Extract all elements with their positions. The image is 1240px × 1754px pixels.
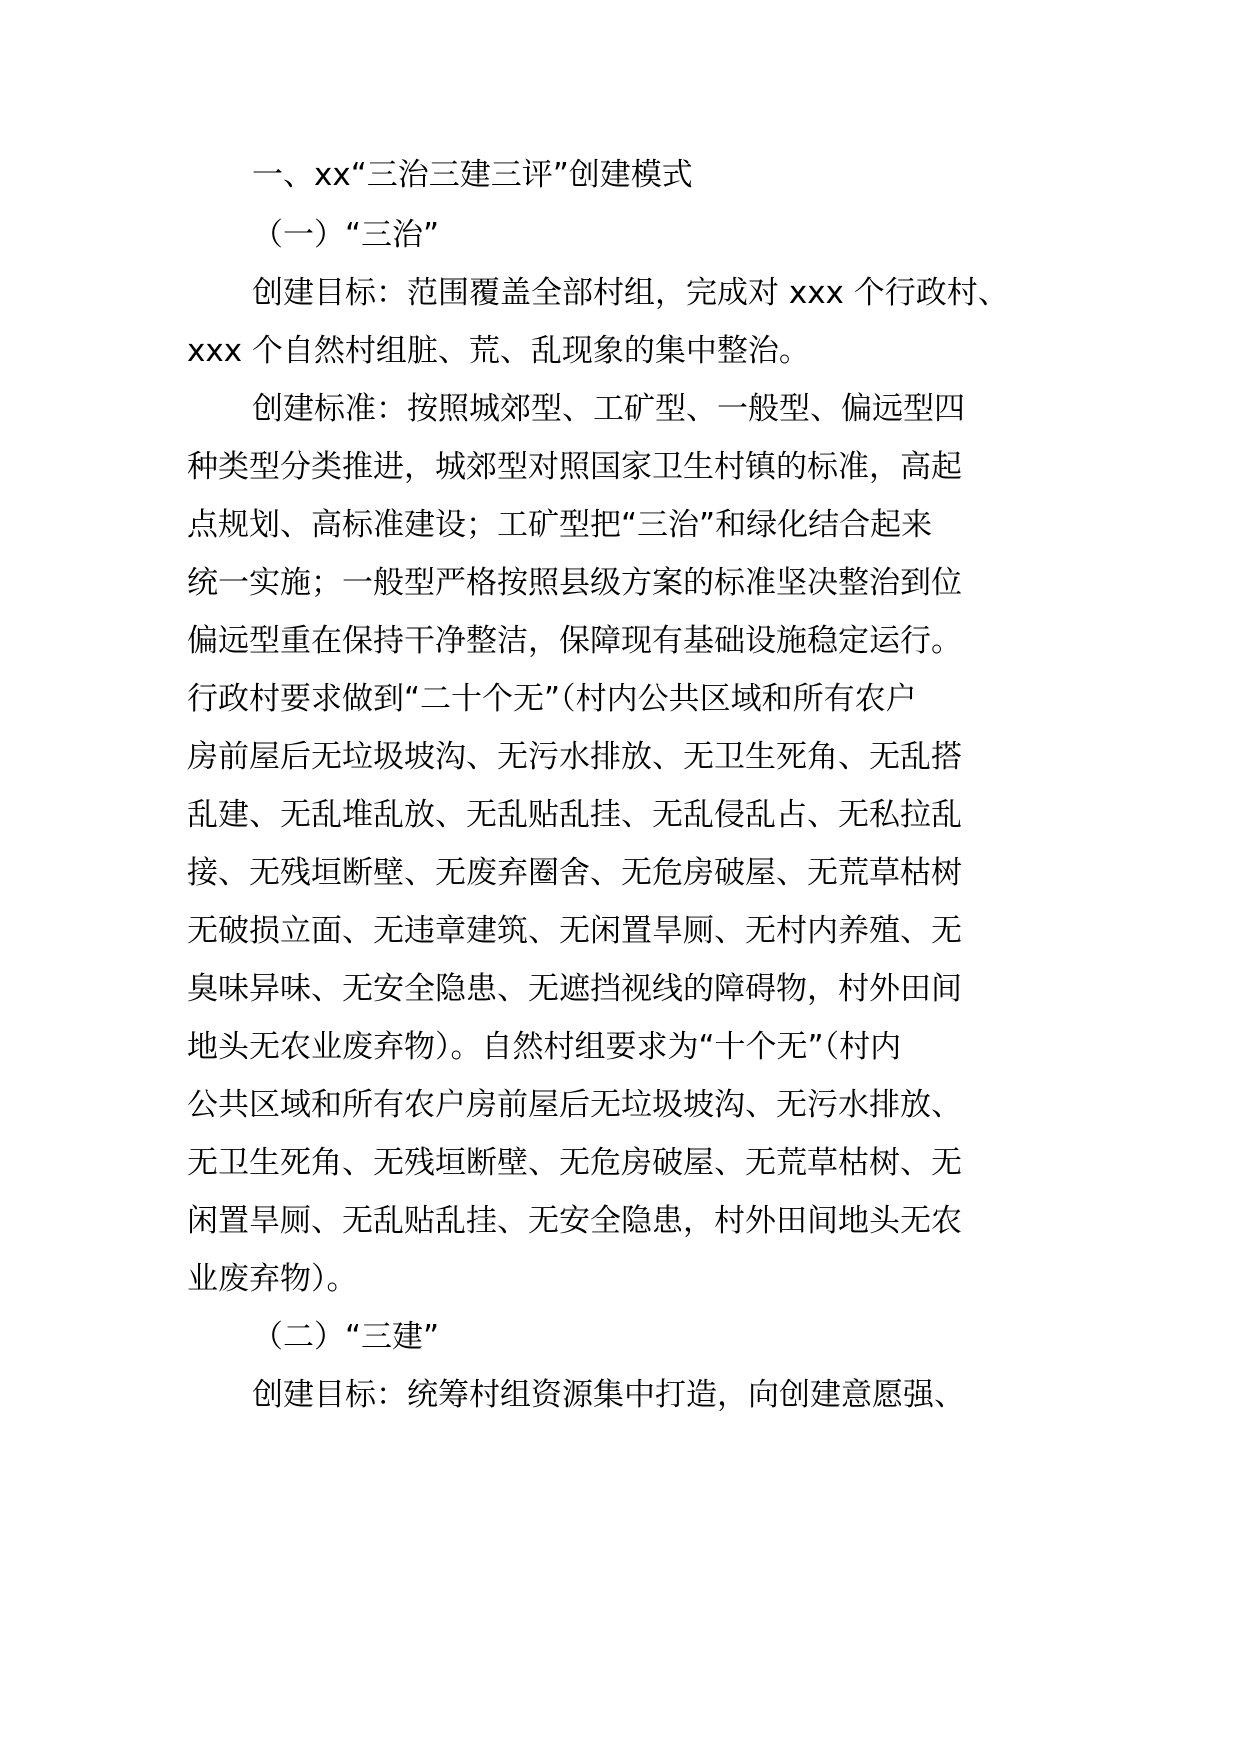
section-2-heading: （二）“三建”	[252, 1319, 440, 1355]
heading-1: 一、xx“三治三建三评”创建模式	[252, 157, 693, 193]
section-1-standard-line: 种类型分类推进，城郊型对照国家卫生村镇的标准，高起	[187, 449, 962, 485]
section-1-standard-line: 地头无农业废弃物）。自然村组要求为“十个无”（村内	[187, 1029, 902, 1065]
section-1-goal-line: 创建目标：范围覆盖全部村组，完成对 xxx 个行政村、	[252, 275, 1009, 311]
section-1-standard-line: 业废弃物）。	[187, 1261, 358, 1297]
section-1-standard-line: 行政村要求做到“二十个无”（村内公共区域和所有农户	[187, 681, 917, 717]
section-1-standard-line: 无卫生死角、无残垣断壁、无危房破屋、无荒草枯树、无	[187, 1145, 962, 1181]
section-1-standard-line: 无破损立面、无违章建筑、无闲置旱厕、无村内养殖、无	[187, 913, 962, 949]
section-2-goal-line: 创建目标：统筹村组资源集中打造，向创建意愿强、	[252, 1377, 965, 1413]
section-1-standard-line: 统一实施；一般型严格按照县级方案的标准坚决整治到位	[187, 565, 962, 601]
section-1-goal-line: xxx 个自然村组脏、荒、乱现象的集中整治。	[187, 333, 810, 369]
section-1-standard-line: 偏远型重在保持干净整洁，保障现有基础设施稳定运行。	[187, 623, 962, 659]
section-1-standard-line: 接、无残垣断壁、无废弃圈舍、无危房破屋、无荒草枯树	[187, 855, 962, 891]
section-1-standard-line: 点规划、高标准建设；工矿型把“三治”和绿化结合起来	[187, 507, 933, 543]
section-1-standard-line: 闲置旱厕、无乱贴乱挂、无安全隐患，村外田间地头无农	[187, 1203, 962, 1239]
section-1-standard-line: 臭味异味、无安全隐患、无遮挡视线的障碍物，村外田间	[187, 971, 962, 1007]
section-1-standard-line: 乱建、无乱堆乱放、无乱贴乱挂、无乱侵乱占、无私拉乱	[187, 797, 962, 833]
section-1-heading: （一）“三治”	[252, 217, 440, 253]
section-1-standard-line: 公共区域和所有农户房前屋后无垃圾坡沟、无污水排放、	[187, 1087, 962, 1123]
section-1-standard-line: 房前屋后无垃圾坡沟、无污水排放、无卫生死角、无乱搭	[187, 739, 962, 775]
section-1-standard-line: 创建标准：按照城郊型、工矿型、一般型、偏远型四	[252, 391, 965, 427]
